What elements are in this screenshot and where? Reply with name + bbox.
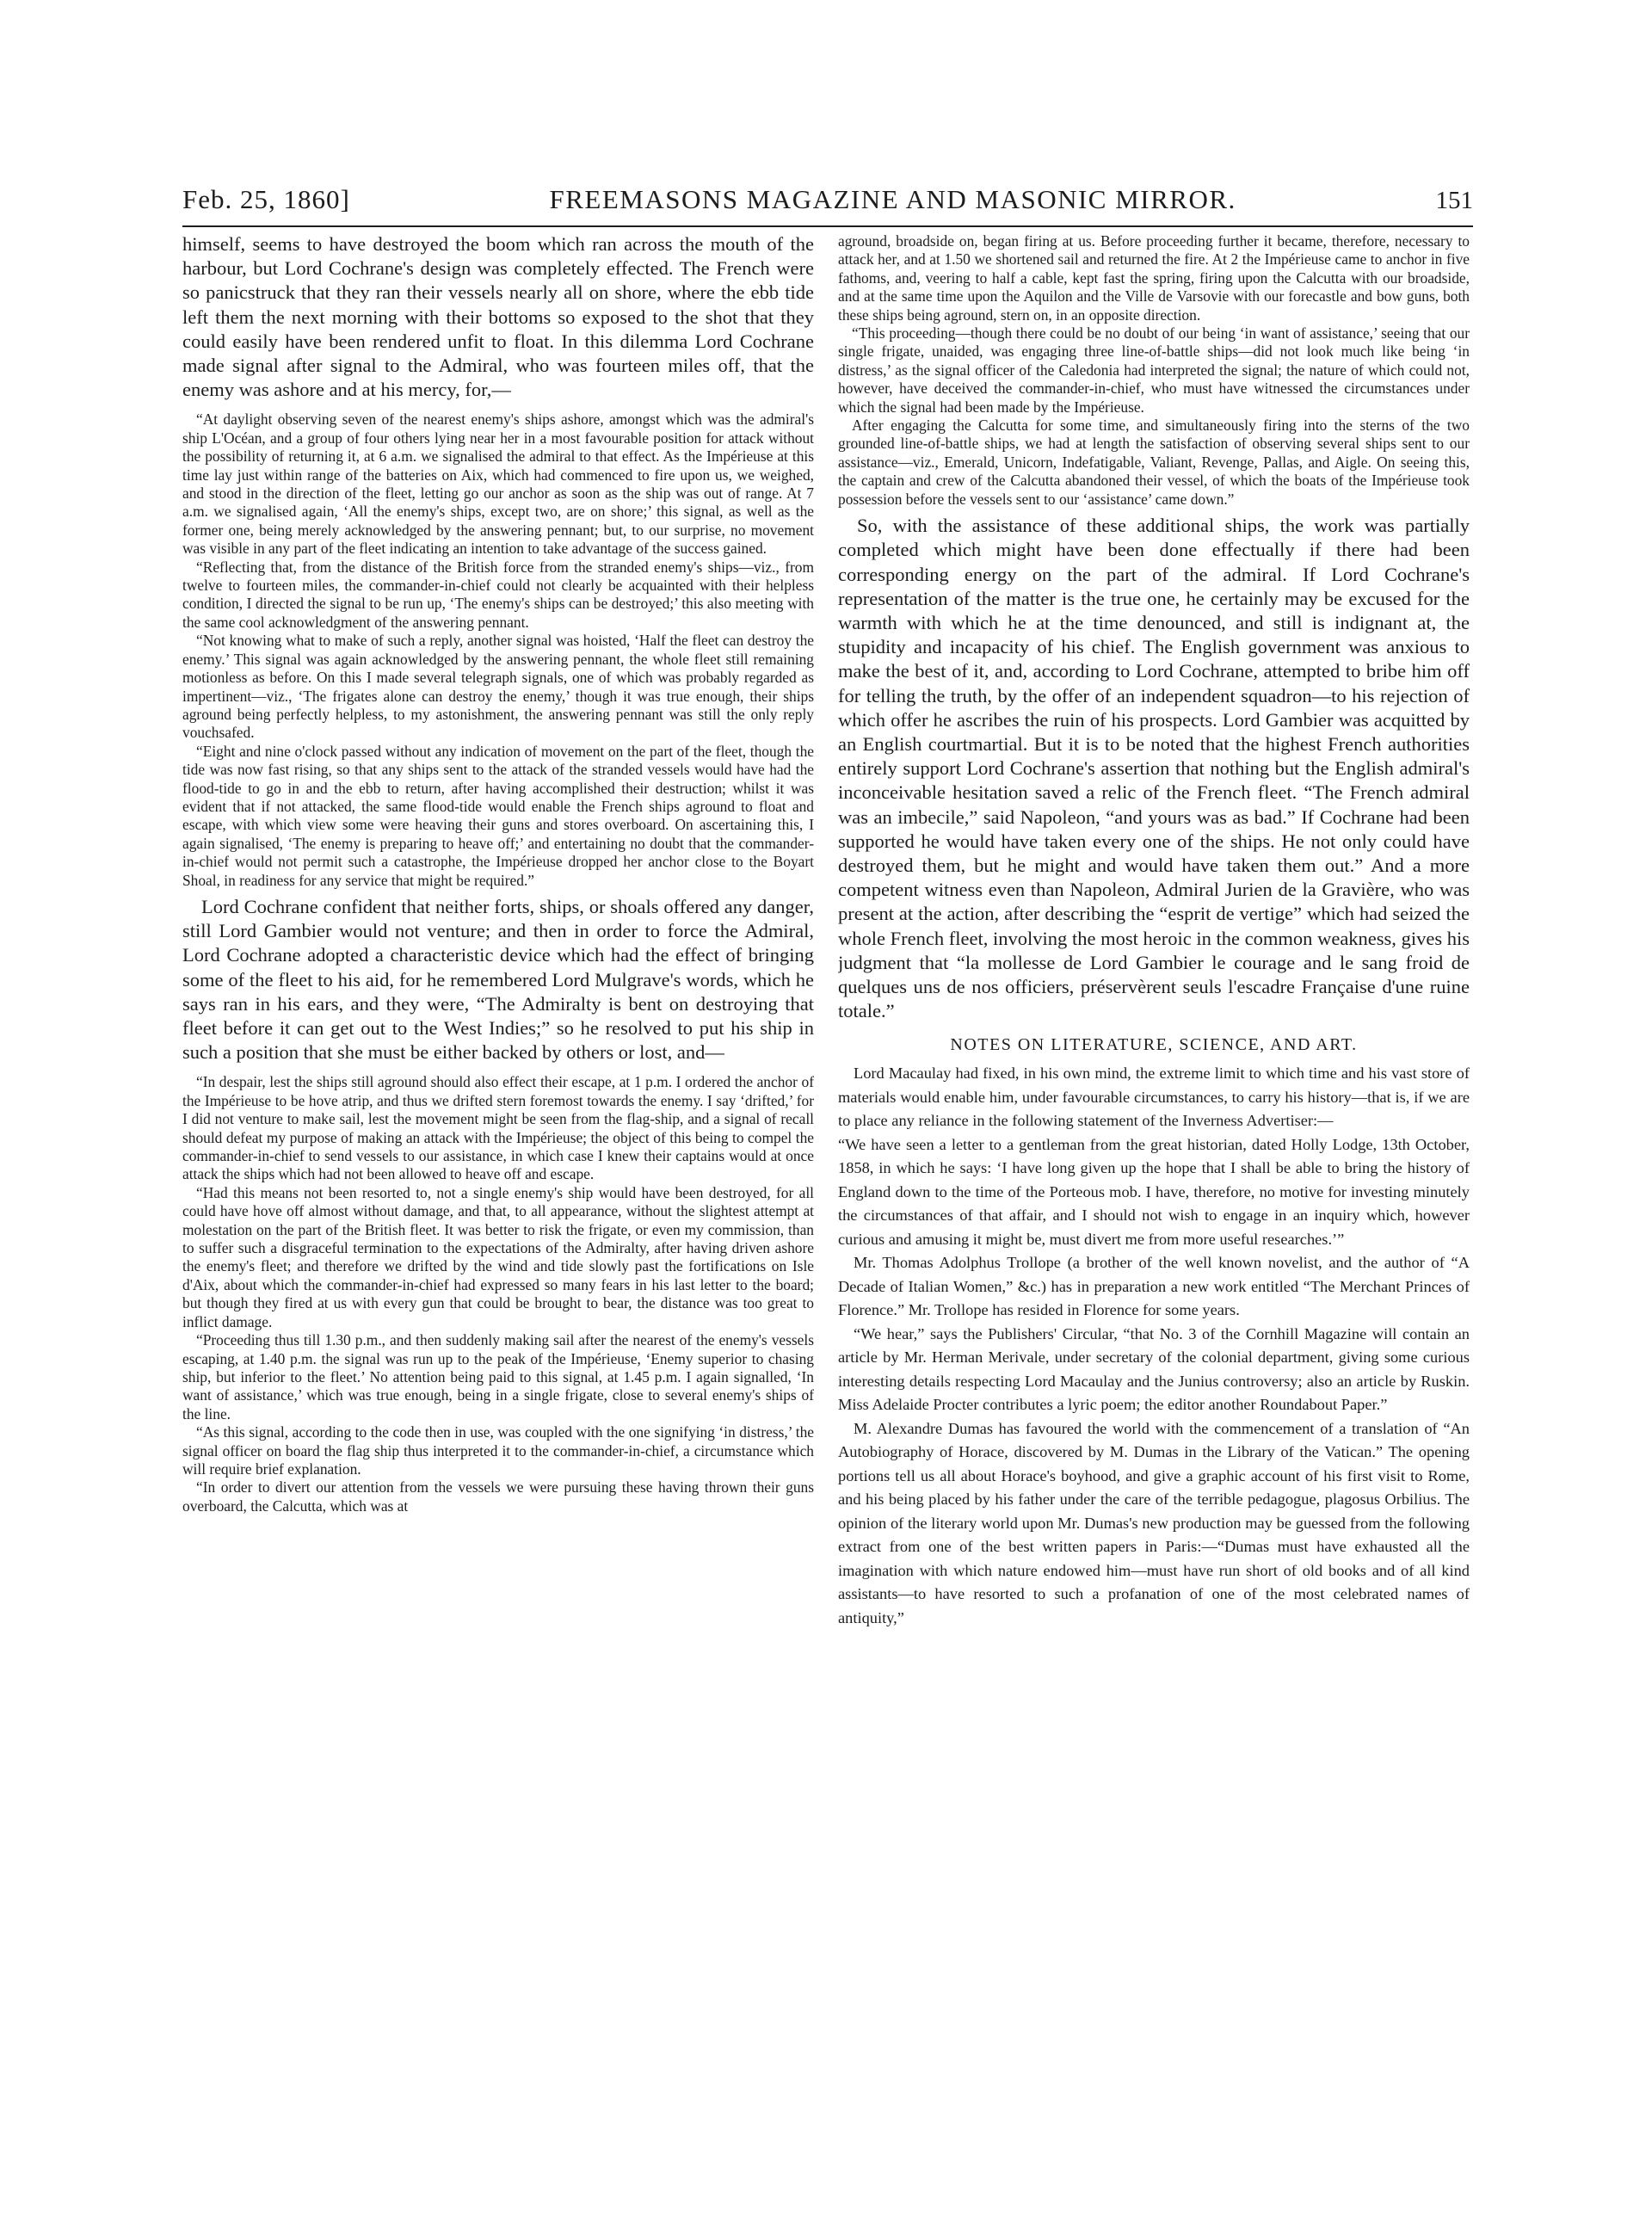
- quote-paragraph: “Not knowing what to make of such a reply, another signal was hoisted, ‘Half the fleet can destroy the enemy.’ This signal was again acknowledged by the answering pennant, the whole fleet still remaining motionless as before. On this I made several telegraph signals, one of which was probably regarded as impertinent—viz., ‘The frigates alone can destroy the enemy,’ though it was true enough, their ships aground being perfectly helpless, to my astonishment, the answering pennant was still the only reply vouchsafed.: [182, 632, 814, 742]
- quote-paragraph: “At daylight observing seven of the nearest enemy's ships ashore, amongst which was the admiral's ship L'Océan, and a group of four others lying near her in a most favourable position for attack without the possibility of returning it, at 6 a.m. we signalised the admiral to that effect. As the Impérieuse at this time lay just within range of the batteries on Aix, which had commenced to fire upon us, we weighed, and stood in the direction of the fleet, letting go our anchor as soon as the ship was out of range. At 7 a.m. we signalised again, ‘All the enemy's ships, except two, are on shore;’ this signal, as well as the former one, being merely acknowledged by the answering pennant; but, to our surprise, no movement was visible in any part of the fleet indicating an intention to take advantage of the success gained.: [182, 410, 814, 558]
- right-column: [838, 232, 1470, 2203]
- notes-paragraph: “We hear,” says the Publishers' Circular, “that No. 3 of the Cornhill Magazine will contain an article by Mr. Herman Merivale, under secretary of the colonial department, giving some curious interesting details respecting Lord Macaulay and the Junius controversy; also an article by Ruskin. Miss Adelaide Procter contributes a lyric poem; the editor another Roundabout Paper.”: [838, 1324, 1470, 1414]
- paragraph: So, with the assistance of these additional ships, the work was partially completed which might have been done effectually if there had been corresponding energy on the part of the admiral. If Lord Cochrane's representation of the matter is the true one, he certainly may be excused for the warmth with which he at the time denounced, and still is indignant at, the stupidity and incapacity of his chief. The English government was anxious to make the best of it, and, according to Lord Cochrane, attempted to bribe him off for telling the truth, by the offer of an independent squadron—to his rejection of which offer he ascribes the ruin of his prospects. Lord Gambier was acquitted by an English courtmartial. But it is to be noted that the highest French authorities entirely support Lord Cochrane's assertion that nothing but the English admiral's inconceivable hesitation saved a relic of the French fleet. “The French admiral was an imbecile,” said Napoleon, “and yours was as bad.” If Cochrane had been supported he would have taken every one of the ships. He not only could have destroyed them, but he might and would have taken them out.” And a more competent witness even than Napoleon, Admiral Jurien de la Gravière, who was present at the action, after describing the “esprit de vertige” which had seized the whole French fleet, involving the most heroic in the common weakness, gives his judgment that “la mollesse de Lord Gambier le courage and le sang froid de quelques uns de nos officiers, préservèrent seuls l'escadre Française d'une ruine totale.”: [838, 515, 1470, 1022]
- quote-paragraph: “As this signal, according to the code then in use, was coupled with the one signifying ‘in distress,’ the signal officer on board the flag ship thus interpreted it to the commander-in-chief, a circumstance which will require brief explanation.: [182, 1423, 814, 1478]
- quote-paragraph: After engaging the Calcutta for some time, and simultaneously firing into the sterns of the two grounded line-of-battle ships, we had at length the satisfaction of observing several ships sent to our assistance—viz., Emerald, Unicorn, Indefatigable, Valiant, Revenge, Pallas, and Aigle. On seeing this, the captain and crew of the Calcutta abandoned their vessel, of which the boats of the Impérieuse took possession before the vessels sent to our ‘assistance’ came down.”: [838, 417, 1470, 508]
- page-header: [182, 184, 1473, 227]
- quote-paragraph: aground, broadside on, began firing at us. Before proceeding further it became, therefore, necessary to attack her, and at 1.50 we shortened sail and returned the fire. At 2 the Impérieuse came to anchor in five fathoms, and, veering to half a cable, kept fast the spring, firing upon the Calcutta with our broadside, and at the same time upon the Aquilon and the Ville de Varsovie with our forecastle and bow guns, both these ships being aground, stern on, in an opposite direction.: [838, 232, 1470, 324]
- notes-paragraph: Lord Macaulay had fixed, in his own mind, the extreme limit to which time and his vast store of materials would enable him, under favourable circumstances, to carry his history—that is, if we are to place any reliance in the following statement of the Inverness Advertiser:—: [838, 1065, 1470, 1130]
- quote-paragraph: “In despair, lest the ships still aground should also effect their escape, at 1 p.m. I ordered the anchor of the Impérieuse to be hove atrip, and thus we drifted stern foremost towards the enemy. I say ‘drifted,’ for I did not venture to make sail, lest the movement might be seen from the flag-ship, and a signal of recall should defeat my purpose of making an attack with the Impérieuse; the object of this being to compel the commander-in-chief to send vessels to our assistance, in which case I knew their captains would at once attack the ships which had not been allowed to heave off and escape.: [182, 1073, 814, 1183]
- quote-paragraph: “Reflecting that, from the distance of the British force from the stranded enemy's ships—viz., from twelve to fourteen miles, the commander-in-chief could not clearly be acquainted with their helpless condition, I directed the signal to be run up, ‘The enemy's ships can be destroyed;’ this also meeting with the same cool acknowledgment of the answering pennant.: [182, 558, 814, 631]
- quote-paragraph: “This proceeding—though there could be no doubt of our being ‘in want of assistance,’ seeing that our single frigate, unaided, was engaging three line-of-battle ships—did not look much like being ‘in distress,’ as the signal officer of the Caledonia had interpreted the signal; the nature of which could not, however, have deceived the commander-in-chief, who must have witnessed the circumstances under which the signal had been made by the Impérieuse.: [838, 324, 1470, 416]
- left-column: [182, 232, 814, 2203]
- section-heading: NOTES ON LITERATURE, SCIENCE, AND ART.: [950, 1035, 1358, 1055]
- paragraph: Lord Cochrane confident that neither forts, ships, or shoals offered any danger, still Lord Gambier would not venture; and then in order to force the Admiral, Lord Cochrane adopted a characteristic device which had the effect of bringing some of the fleet to his aid, for he remembered Lord Mulgrave's words, which he says ran in his ears, and they were, “The Admiralty is bent on destroying that fleet before it can get out to the West Indies;” so he resolved to put his ship in such a position that she must be either backed by others or lost, and—: [182, 895, 814, 1064]
- header-page-number: 151: [1435, 187, 1473, 214]
- notes-paragraph: M. Alexandre Dumas has favoured the world with the commencement of a translation of “An Autobiography of Horace, discovered by M. Dumas in the Library of the Vatican.” The opening portions tell us all about Horace's boyhood, and give a graphic account of his first visit to Rome, and his being placed by his father under the care of the terrible pedagogue, plagosus Orbilius. The opinion of the literary world upon Mr. Dumas's new production may be guessed from the following extract from one of the best written papers in Paris:—“Dumas must have exhausted all the imagination with which nature endowed him—must have run short of old books and of all kind assistants—to have resorted to such a profanation of one of the most celebrated names of antiquity,”: [838, 1419, 1470, 1626]
- paragraph: himself, seems to have destroyed the boom which ran across the mouth of the harbour, but Lord Cochrane's design was completely effected. The French were so panicstruck that they ran their vessels nearly all on shore, where the ebb tide left them the next morning with their bottoms so exposed to the shot that they could easily have been rendered unfit to float. In this dilemma Lord Cochrane made signal after signal to the Admiral, who was fourteen miles off, that the enemy was ashore and at his mercy, for,—: [182, 233, 814, 401]
- quote-paragraph: “Eight and nine o'clock passed without any indication of movement on the part of the fleet, though the tide was now fast rising, so that any ships sent to the attack of the stranded vessels would have had the flood-tide to go in and the ebb to return, after having accomplished their destruction; whilst it was evident that if not attacked, the same flood-tide would enable the French ships aground to float and escape, with which view some were heaving their guns and stores overboard. On ascertaining this, I again signalised, ‘The enemy is preparing to heave off;’ and entertaining no doubt that the commander-in-chief would not permit such a catastrophe, the Impérieuse dropped her anchor close to the Boyart Shoal, in readiness for any service that might be required.”: [182, 742, 814, 889]
- header-date: Feb. 25, 1860]: [182, 184, 350, 214]
- quote-paragraph: “In order to divert our attention from the vessels we were pursuing these having thrown their guns overboard, the Calcutta, which was at: [182, 1478, 814, 1515]
- quote-paragraph: “Had this means not been resorted to, not a single enemy's ship would have been destroyed, for all could have hove off almost without damage, and that, to all appearance, without the slightest attempt at molestation on the part of the British fleet. It was better to risk the frigate, or even my commission, than to suffer such a disgraceful termination to the expectations of the Admiralty, after having driven ashore the enemy's fleet; and therefore we drifted by the wind and tide slowly past the fortifications on Isle d'Aix, about which the commander-in-chief had expressed so many fears in his last letter to the board; but though they fired at us with every gun that could be brought to bear, the distance was too great to inflict damage.: [182, 1183, 814, 1330]
- quote-paragraph: “Proceeding thus till 1.30 p.m., and then suddenly making sail after the nearest of the enemy's vessels escaping, at 1.40 p.m. the signal was run up to the peak of the Impérieuse, ‘Enemy superior to chasing ship, but inferior to the fleet.’ No attention being paid to this signal, at 1.45 p.m. I again signalled, ‘In want of assistance,’ which was true enough, being in a single frigate, close to several enemy's ships of the line.: [182, 1331, 814, 1422]
- notes-paragraph: “We have seen a letter to a gentleman from the great historian, dated Holly Lodge, 13th October, 1858, in which he says: ‘I have long given up the hope that I shall be able to bring the history of England down to the time of the Porteous mob. I have, therefore, no motive for investing minutely the circumstances of that affair, and I should not wish to engage in an inquiry which, however curious and amusing it might be, must divert me from more useful researches.’”: [838, 1135, 1470, 1248]
- notes-paragraph: Mr. Thomas Adolphus Trollope (a brother of the well known novelist, and the author of “A Decade of Italian Women,” &c.) has in preparation a new work entitled “The Merchant Princes of Florence.” Mr. Trollope has resided in Florence for some years.: [838, 1254, 1470, 1319]
- header-title: FREEMASONS MAGAZINE AND MASONIC MIRROR.: [549, 184, 1236, 214]
